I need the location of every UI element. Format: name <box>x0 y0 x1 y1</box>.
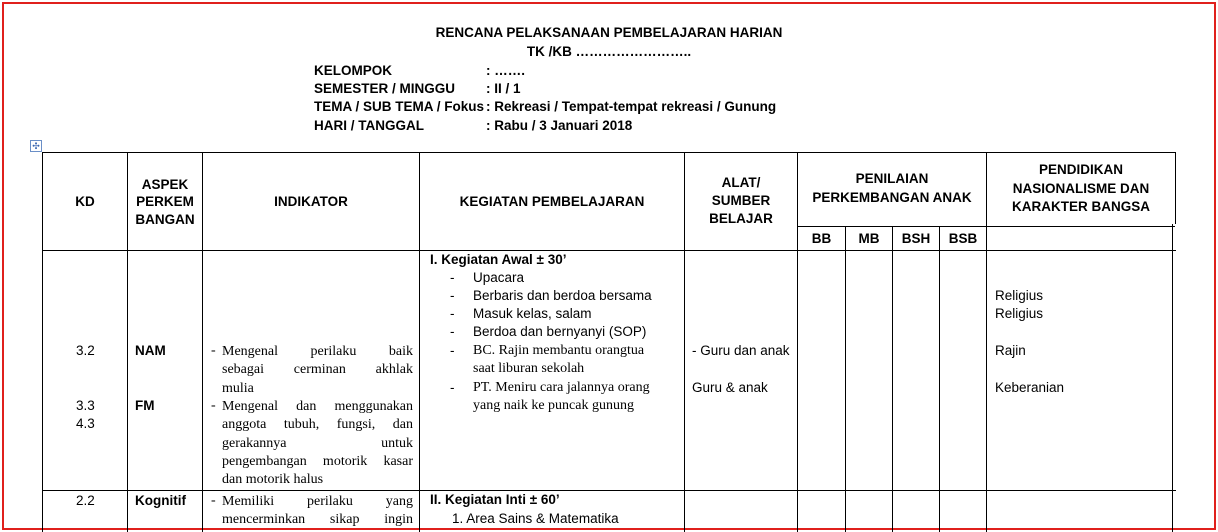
header-line: ALAT/ <box>721 175 761 190</box>
meta-semester <box>314 81 521 96</box>
text-line: Mengenal dan menggunakan <box>222 399 413 414</box>
kegiatan-item: BC. Rajin membantu orangtua <box>473 343 645 358</box>
meta-label: HARI / TANGGAL <box>314 118 424 133</box>
kd-value: 3.3 <box>76 398 95 413</box>
meta-hari <box>314 118 632 133</box>
header-line: PERKEMBANGAN ANAK <box>812 190 972 205</box>
text-line: pengembangan motorik kasar <box>222 453 413 469</box>
bullet: - <box>211 493 216 508</box>
table-line <box>797 152 798 532</box>
document-subtitle: TK /KB …………………….. <box>526 44 692 59</box>
header-kd: KD <box>75 194 95 209</box>
meta-tema <box>314 99 776 114</box>
dash: - <box>450 270 455 285</box>
document-title: RENCANA PELAKSANAAN PEMBELAJARAN HARIAN <box>435 25 783 40</box>
header-mb: MB <box>858 231 880 246</box>
header-bsh: BSH <box>901 231 931 246</box>
move-handle-icon[interactable]: ✣ <box>30 140 42 152</box>
header-pendidikan <box>987 161 1175 217</box>
table-line <box>1172 224 1173 532</box>
indikator-item <box>222 493 413 530</box>
header-aspek <box>128 175 202 229</box>
kegiatan-section-title: II. Kegiatan Inti ± 60’ <box>430 492 560 507</box>
header-line: BELAJAR <box>709 211 773 226</box>
kegiatan-section-title: I. Kegiatan Awal ± 30’ <box>430 252 567 267</box>
header-line: PENILAIAN <box>855 171 929 186</box>
alat-value: Guru & anak <box>692 380 768 395</box>
karakter-value: Keberanian <box>995 380 1065 395</box>
karakter-value: Rajin <box>995 343 1026 358</box>
dash: - <box>450 380 455 395</box>
table-line <box>1175 152 1176 224</box>
header-line: KARAKTER BANGSA <box>1012 199 1150 215</box>
meta-value: : ……. <box>486 63 525 78</box>
meta-label: SEMESTER / MINGGU <box>314 81 456 96</box>
meta-value: : II / 1 <box>486 81 521 96</box>
indikator-item <box>222 343 413 398</box>
meta-kelompok <box>314 63 525 78</box>
alat-value: - Guru dan anak <box>692 343 790 358</box>
text-line: mencerminkan sikap ingin <box>222 512 413 528</box>
kegiatan-item: Berdoa dan bernyanyi (SOP) <box>473 324 647 339</box>
table-line <box>939 226 940 532</box>
kegiatan-item: Upacara <box>473 270 525 285</box>
kegiatan-item: 1. Area Sains & Matematika <box>452 511 619 526</box>
header-penilaian <box>798 168 986 208</box>
text-line: dan motorik halus <box>222 472 324 488</box>
header-line: NASIONALISME DAN <box>1012 180 1150 196</box>
meta-label: TEMA / SUB TEMA / Fokus <box>314 99 485 114</box>
text-line: Mengenal perilaku baik <box>222 344 413 359</box>
header-line: BANGAN <box>135 211 195 227</box>
table-line <box>845 226 846 532</box>
header-line: PENDIDIKAN <box>1038 162 1123 178</box>
kd-value: 3.2 <box>76 343 95 358</box>
text-line: Memiliki perilaku yang <box>222 494 413 509</box>
aspek-value: FM <box>135 398 155 413</box>
karakter-value: Religius <box>995 288 1044 303</box>
dash: - <box>450 306 455 321</box>
kegiatan-item: Berbaris dan berdoa bersama <box>473 288 652 303</box>
kegiatan-item: Masuk kelas, salam <box>473 306 592 321</box>
table-line <box>892 226 893 532</box>
header-line: PERKEM <box>136 194 194 210</box>
text-line: sebagai cerminan akhlak <box>222 362 413 378</box>
header-line: ASPEK <box>141 176 189 192</box>
bullet: - <box>211 398 216 413</box>
header-kegiatan: KEGIATAN PEMBELAJARAN <box>459 194 645 209</box>
meta-label: KELOMPOK <box>314 63 393 78</box>
text-line: gerakannya untuk <box>222 435 413 451</box>
bullet: - <box>211 343 216 358</box>
dash: - <box>450 324 455 339</box>
header-bsb: BSB <box>948 231 978 246</box>
text-line: mulia <box>222 380 254 396</box>
header-indikator: INDIKATOR <box>274 194 348 209</box>
kd-value: 4.3 <box>76 416 95 431</box>
kegiatan-item: saat liburan sekolah <box>473 361 585 376</box>
indikator-item <box>222 398 413 489</box>
kegiatan-item: yang naik ke puncak gunung <box>473 398 634 413</box>
kegiatan-item: PT. Meniru cara jalannya orang <box>473 380 650 395</box>
table-line <box>42 490 1176 491</box>
text-line: anggota tubuh, fungsi, dan <box>222 417 413 433</box>
karakter-value: Religius <box>995 306 1044 321</box>
meta-value: : Rabu / 3 Januari 2018 <box>486 118 633 133</box>
table-line <box>42 250 1176 251</box>
dash: - <box>450 343 455 358</box>
header-line: SUMBER <box>711 193 771 208</box>
document-frame <box>2 2 1216 530</box>
aspek-value: Kognitif <box>135 493 186 508</box>
dash: - <box>450 288 455 303</box>
header-alat <box>685 173 797 229</box>
header-bb: BB <box>811 231 832 246</box>
kd-value: 2.2 <box>76 493 95 508</box>
aspek-value: NAM <box>135 343 166 358</box>
meta-value: : Rekreasi / Tempat-tempat rekreasi / Gunung <box>486 99 777 114</box>
